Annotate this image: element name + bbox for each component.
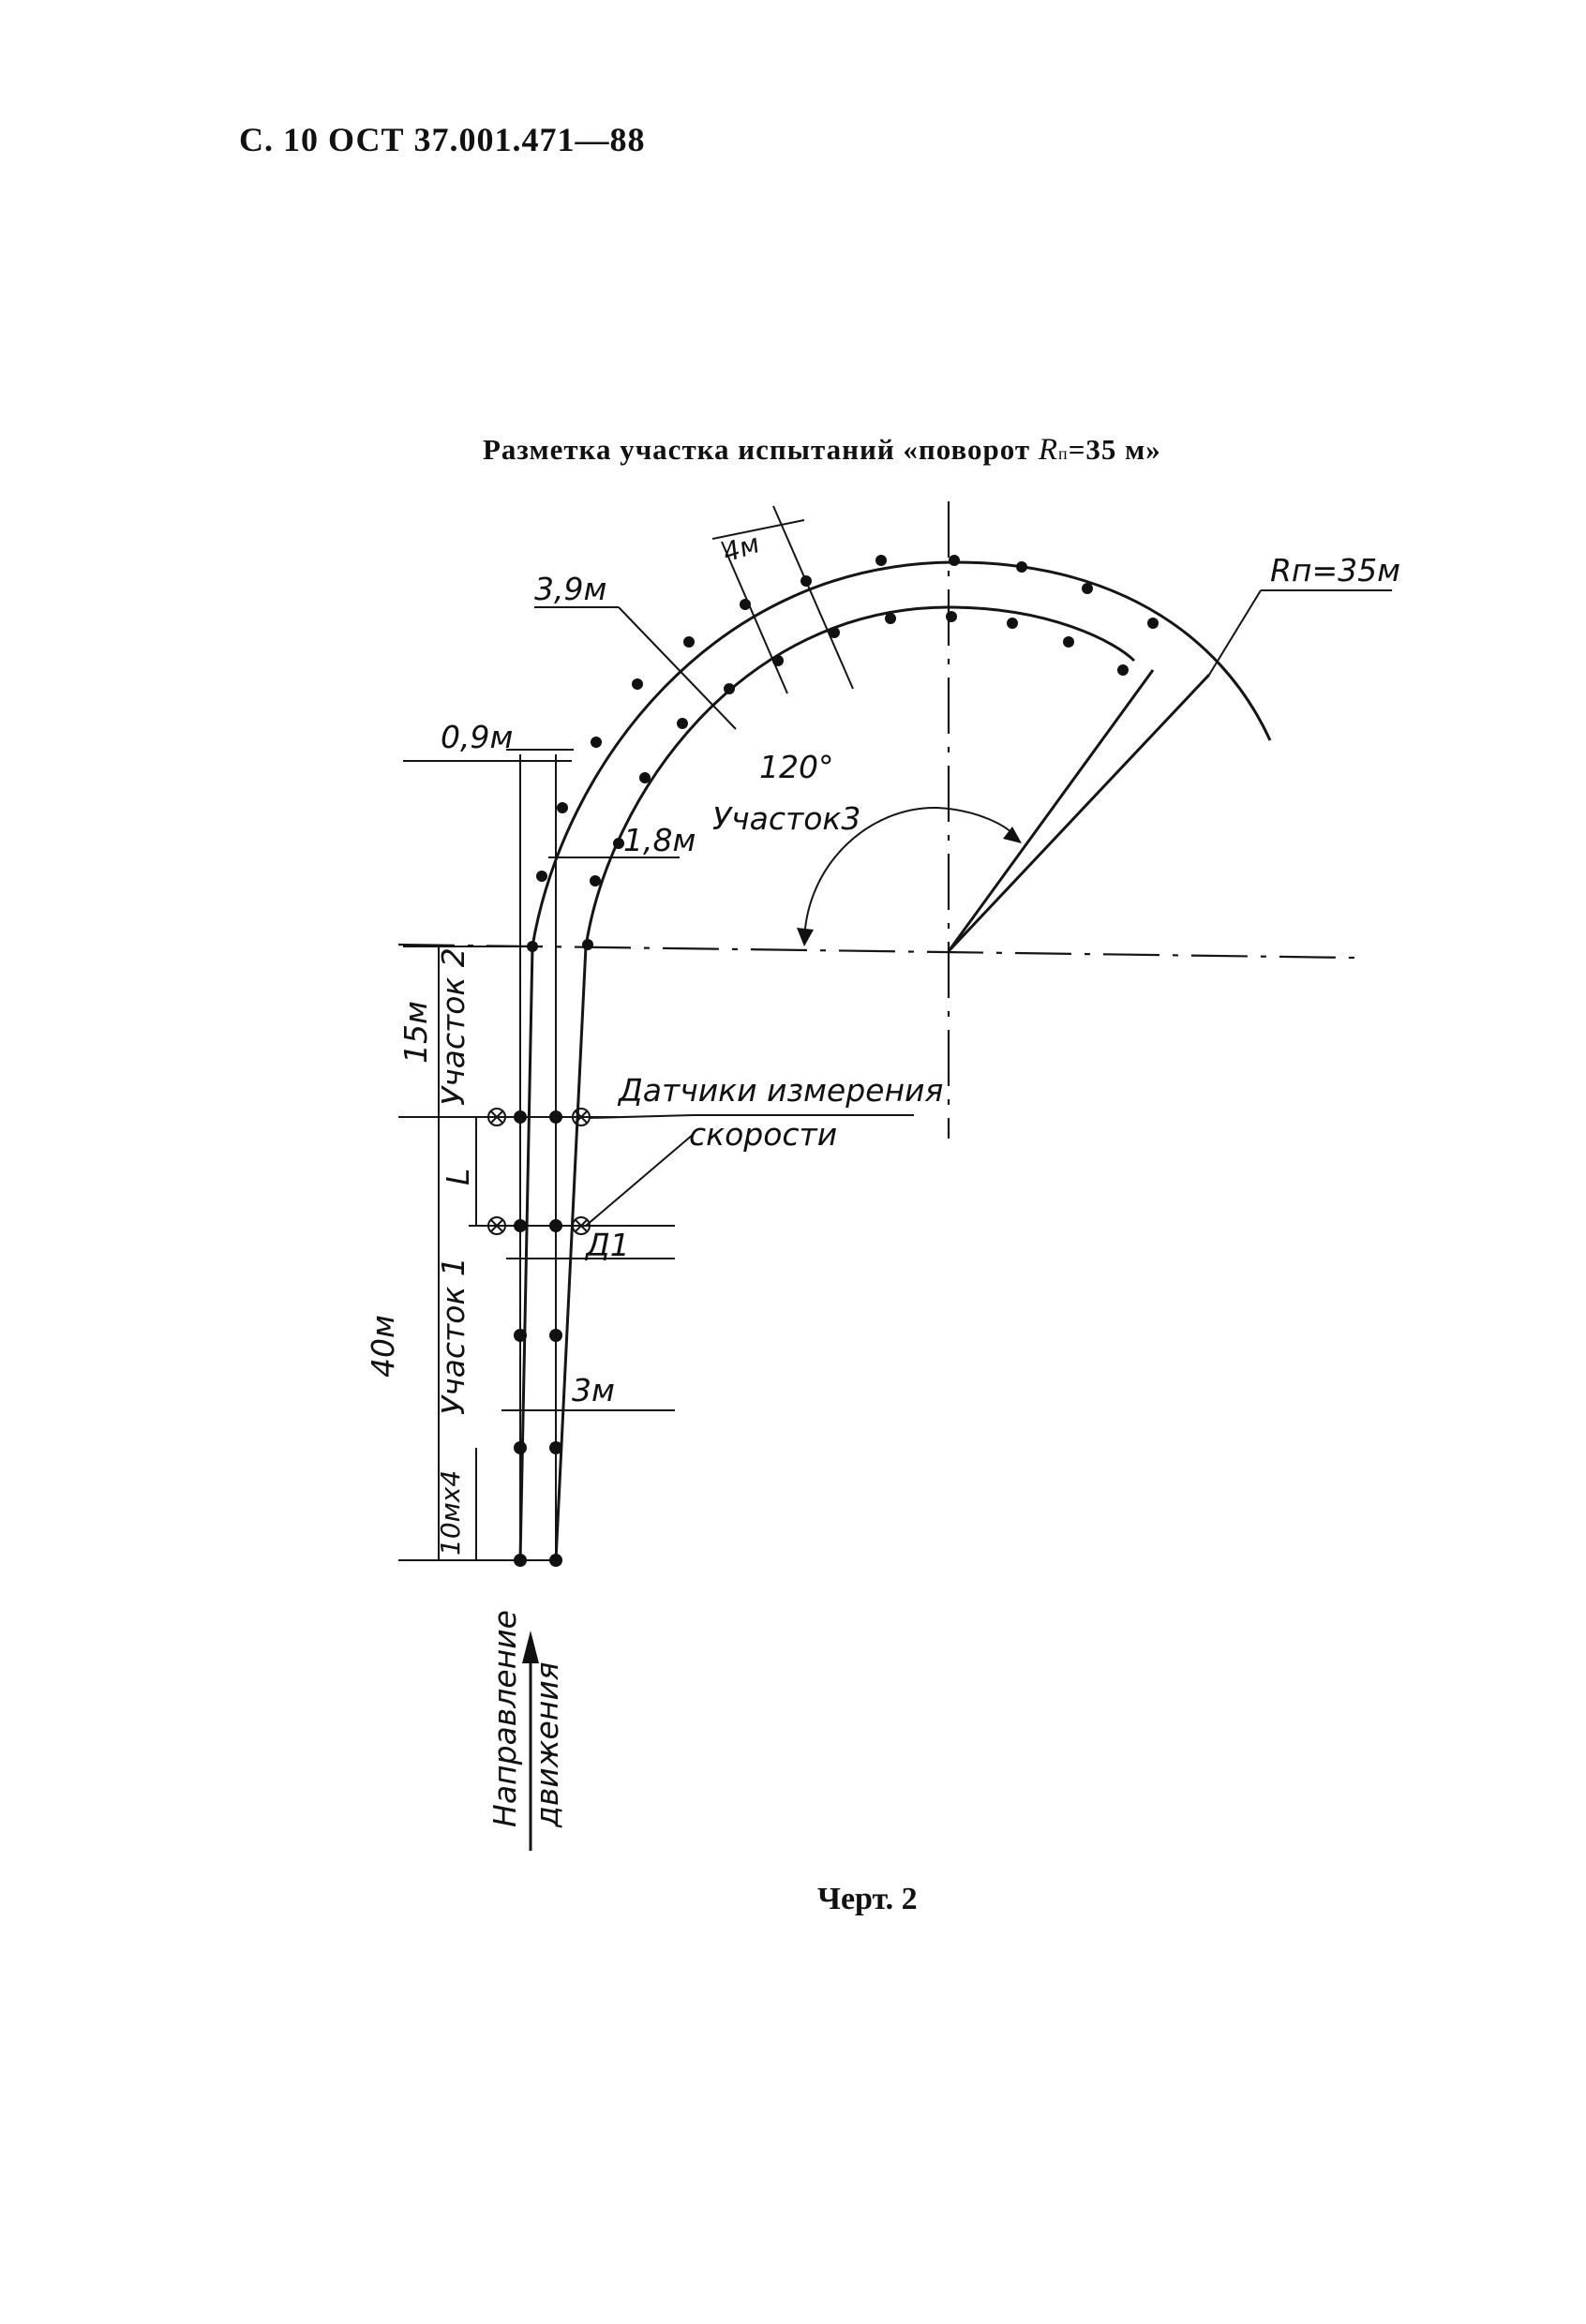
outer-curve xyxy=(532,562,1270,946)
horizontal-center-line xyxy=(398,945,1354,958)
label-sensors-1: Датчики измерения xyxy=(619,1072,944,1109)
label-sensors-2: скорости xyxy=(689,1116,838,1153)
radius-line-outer xyxy=(949,675,1209,951)
label-dim-4m: 4м xyxy=(718,528,764,569)
label-dim-3m: 3м xyxy=(572,1372,615,1408)
cone xyxy=(740,599,751,610)
radius-leader xyxy=(1209,590,1261,675)
direction-arrow-head xyxy=(522,1631,539,1663)
cone xyxy=(724,683,735,694)
label-dim-0-9: 0,9м xyxy=(441,719,514,755)
cone xyxy=(1082,583,1093,594)
cone xyxy=(514,1441,527,1454)
cone xyxy=(800,575,812,587)
cone xyxy=(639,772,651,783)
cone xyxy=(549,1219,562,1232)
label-direction-1: Направление xyxy=(486,1610,523,1827)
label-angle: 120° xyxy=(759,749,834,785)
title-prefix: Разметка участка испытаний «поворот xyxy=(483,433,1031,466)
label-dim-d1: Д1 xyxy=(586,1227,630,1263)
label-radius: Rп=35м xyxy=(1270,552,1401,588)
label-dim-10x4: 10мх4 xyxy=(435,1469,466,1556)
label-dim-15m: 15м xyxy=(397,1001,434,1064)
dim-line-3-9 xyxy=(619,607,736,729)
cone xyxy=(829,627,840,638)
cone xyxy=(590,875,601,886)
cone xyxy=(514,1329,527,1342)
left-straight-line xyxy=(520,946,532,1560)
cone xyxy=(875,555,887,566)
cone xyxy=(772,655,784,666)
sensor-leader-2 xyxy=(586,1134,694,1226)
label-dim-40m: 40м xyxy=(365,1315,401,1378)
radius-line-inner xyxy=(949,670,1153,951)
page-header: С. 10 ОСТ 37.001.471—88 xyxy=(239,121,646,158)
figure-caption: Черт. 2 xyxy=(817,1882,918,1916)
cone xyxy=(549,1110,562,1124)
cone xyxy=(683,636,695,648)
cone xyxy=(632,678,643,690)
title-suffix: =35 м» xyxy=(1068,433,1161,466)
cone xyxy=(582,939,593,950)
right-straight-line xyxy=(556,946,586,1560)
cone xyxy=(514,1554,527,1567)
cone xyxy=(885,613,896,624)
cone xyxy=(514,1110,527,1124)
label-section-1: Участок 1 xyxy=(435,1257,471,1415)
cone xyxy=(549,1329,562,1342)
label-dim-1-8: 1,8м xyxy=(623,822,696,858)
cone xyxy=(946,611,957,622)
angle-arrow-left xyxy=(797,928,814,946)
cone xyxy=(557,802,568,813)
label-section-3: Участок3 xyxy=(712,800,861,837)
label-dim-L: L xyxy=(440,1168,476,1185)
cone xyxy=(514,1219,527,1232)
cone xyxy=(1016,561,1027,573)
label-direction-2: движения xyxy=(529,1661,565,1827)
label-dim-3-9: 3,9м xyxy=(534,571,607,607)
cone xyxy=(549,1441,562,1454)
cone xyxy=(591,737,602,748)
title-r-symbol: R xyxy=(1038,433,1059,467)
cone-markers xyxy=(514,555,1159,1567)
cone xyxy=(1147,618,1159,629)
cone xyxy=(527,941,538,952)
cone xyxy=(677,718,688,729)
cone xyxy=(949,555,960,566)
title-r-subscript: п xyxy=(1058,444,1069,463)
label-section-2: Участок 2 xyxy=(435,947,471,1106)
cone xyxy=(536,871,547,882)
cone xyxy=(1007,618,1018,629)
dim-tick-4m-2 xyxy=(773,506,853,689)
cone xyxy=(1063,636,1074,648)
cone xyxy=(1117,664,1129,676)
cone xyxy=(549,1554,562,1567)
